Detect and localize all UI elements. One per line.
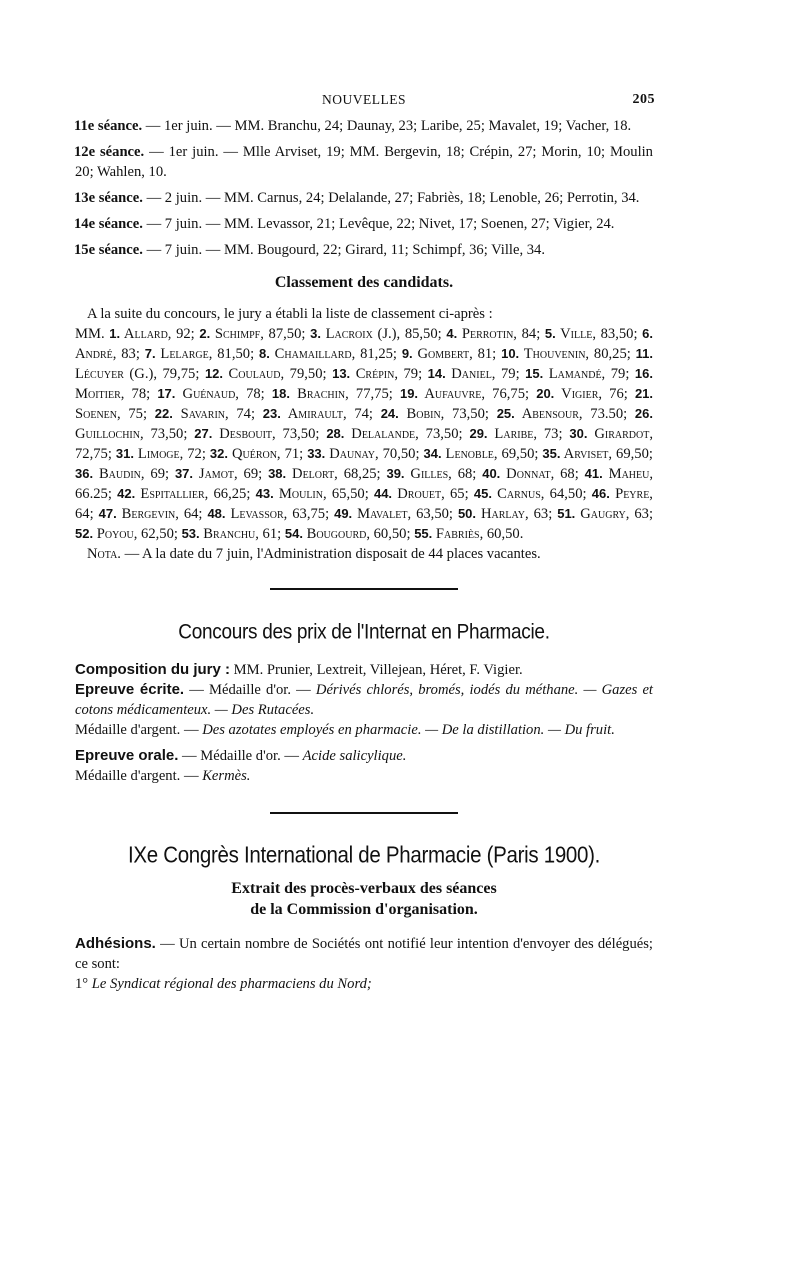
classement-prefix: MM. [75,326,110,342]
classement-rank: 20. [536,386,555,401]
classement-candidate: Allard, 92; [120,326,195,342]
classement-candidate: Levassor, 63,75; [225,506,330,522]
epreuve-ecrite-argent-subjects: Des azotates employés en pharmacie. — De la distillation. — Du fruit. [202,722,615,738]
classement-candidate: Desbouit, 73,50; [212,426,320,442]
classement-candidate: Poyou, 62,50; [93,526,178,542]
classement-candidate: Brachin, 77,75; [289,386,393,402]
classement-candidate: Baudin, 69; [93,466,170,482]
classement-candidate: Coulaud, 79,50; [223,366,327,382]
classement-candidate: Lécuyer (G.), 79,75; [75,366,200,382]
classement-candidate: Ville, 83,50; [555,326,638,342]
classement-candidate: Thouvenin, 80,25; [519,346,631,362]
classement-entry [381,406,489,422]
seances-list [75,116,653,260]
classement-candidate: Espitallier, 66,25; [135,486,251,502]
congres-heading: IXe Congrès International de Pharmacie (Paris 1900). [127,842,601,869]
seance-label: 12e séance. [74,144,145,160]
seance-names: — MM. Carnus, 24; Delalande, 27; Fabriès, 18; Lenoble, 26; Perrotin, 34. [205,190,640,206]
classement-candidate: Donnat, 68; [500,466,579,482]
classement-rank: 46. [591,486,610,501]
classement-candidate: Vigier, 76; [554,386,628,402]
classement-entry [469,426,562,442]
classement-rank: 12. [204,366,224,381]
seance-names: — MM. Branchu, 24; Daunay, 23; Laribe, 25; Mavalet, 19; Vacher, 18. [216,118,632,134]
classement-candidate: Savarin, 74; [172,406,256,422]
classement-candidate: Mavalet, 63,50; [352,506,453,522]
congres-subheading-line-2: de la Commission d'organisation. [250,901,478,918]
classement-rank: 27. [194,426,213,441]
classement-entry [307,446,419,462]
classement-entry [482,466,579,482]
classement-rank: 22. [154,406,173,421]
classement-candidate: Schimpf, 87,50; [210,326,306,342]
classement-entry [332,366,422,382]
classement-candidate: Perrotin, 84; [457,326,541,342]
adhesion-item-text: Le Syndicat régional des pharmaciens du Nord; [91,976,372,992]
seance-entry: 11e séance. — 1er juin. — MM. Branchu, 24; Daunay, 23; Laribe, 25; Mavalet, 19; Vacher, 18. [74,118,632,134]
classement-rank: 19. [399,386,419,401]
classement-candidate: Branchu, 61; [199,526,282,542]
classement-entry [402,346,496,362]
classement-entry [117,486,250,502]
classement-rank: 28. [326,426,345,441]
classement-candidate: Soenen, 75; [75,406,148,422]
classement-rank: 15. [525,366,544,381]
classement-entry [386,466,476,482]
classement-rank: 9. [401,346,413,361]
classement-candidate: Lamandé, 79; [543,366,630,382]
classement-rank: 32. [209,446,228,461]
classement-rank: 41. [584,466,603,481]
classement-rank: 53. [181,526,200,541]
classement-entry [334,506,453,522]
classement-candidate: Peyre, 64; [75,486,653,522]
section-divider [270,812,458,814]
classement-candidate: Lenoble, 69,50; [441,446,539,462]
classement-heading: Classement des candidats. [274,274,454,291]
seance-entry: 14e séance. — 7 juin. — MM. Levassor, 21; Levêque, 22; Nivet, 17; Soenen, 27; Vigier, 24. [74,216,615,232]
classement-entry [210,446,303,462]
jury-paragraph [75,660,653,680]
classement-entry [263,406,373,422]
epreuve-ecrite-label: Epreuve écrite. [75,681,185,698]
nota-label: Nota. [87,546,121,562]
classement-entry [424,446,539,462]
classement-entry [497,406,627,422]
classement-candidate: Gaugry, 63; [575,506,654,522]
classement-rank: 48. [207,506,226,521]
classement-entry [272,386,393,402]
classement-entry [157,386,264,402]
classement-rank: 14. [427,366,446,381]
classement-entry [536,386,628,402]
classement-entry [545,326,638,342]
classement-entry [207,506,329,522]
classement-entry [259,346,397,362]
classement-rank: 39. [386,466,405,481]
seance-label: 11e séance. [74,118,143,134]
classement-rank: 33. [307,446,326,461]
seance-entry: 15e séance. — 7 juin. — MM. Bougourd, 22; Girard, 11; Schimpf, 36; Ville, 34. [74,242,545,258]
classement-candidate: Abensour, 73.50; [514,406,628,422]
classement-rank: 54. [284,526,303,541]
classement-intro: A la suite du concours, le jury a établi la liste de classement ci-après : [87,306,493,322]
page [75,88,653,994]
page-number: 205 [632,92,655,107]
classement-entry [557,506,653,522]
classement-candidate: Girardot, 72,75; [75,426,654,462]
classement-rank: 24. [380,406,399,421]
classement-candidate: Harlay, 63; [476,506,553,522]
classement-candidate: Laribe, 73; [487,426,563,442]
classement-rank: 51. [557,506,576,521]
jury-label: Composition du jury : [75,661,230,678]
classement-entry [542,446,653,462]
classement-rank: 1. [109,326,121,341]
classement-rank: 36. [75,466,94,481]
classement-entry [182,526,282,542]
epreuve-orale-or-subject: Acide salicylique. [302,748,407,764]
adhesions-paragraph [75,934,653,974]
classement-candidate: Lacroix (J.), 85,50; [320,326,442,342]
epreuve-ecrite-or-subjects: Dérivés chlorés, bromés, iodés du méthane. — Gazes et cotons médicamenteux. — Des Rutacées. [75,682,653,718]
classement-candidate: Jamot, 69; [193,466,263,482]
classement-candidate: Daunay, 70,50; [325,446,420,462]
classement-rank: 18. [271,386,290,401]
classement-candidate: Gilles, 68; [404,466,477,482]
classement-candidate: Guénaud, 78; [175,386,265,402]
classement-entry [99,506,203,522]
epreuve-orale-argent: Médaille d'argent. — Kermès. [75,768,251,784]
classement-candidate: Amirault, 74; [280,406,373,422]
classement-rank: 5. [544,326,556,341]
classement-rank: 44. [373,486,393,501]
classement-candidate: Delort, 68,25; [286,466,381,482]
classement-candidate: Quéron, 71; [227,446,304,462]
classement-entry [145,346,254,362]
classement-candidate: Chamaillard, 81,25; [269,346,397,362]
adhesion-item [75,974,653,994]
section-divider [270,588,458,590]
classement-entry [175,466,262,482]
classement-entry [205,366,327,382]
classement-entry [428,366,520,382]
classement-entry [400,386,529,402]
classement-rank: 3. [310,326,321,341]
classement-rank: 25. [496,406,515,421]
seance-names: — MM. Bougourd, 22; Girard, 11; Schimpf, 36; Ville, 34. [205,242,545,258]
classement-rank: 7. [144,346,156,361]
classement-rank: 4. [446,326,458,341]
classement-rank: 30. [569,426,588,441]
classement-entry [268,466,381,482]
classement-candidate: Aufauvre, 76,75; [418,386,530,402]
classement-rank: 37. [174,466,194,481]
classement-entry [326,426,462,442]
classement-candidate: Maheu, 66.25; [75,466,653,502]
running-title: NOUVELLES [322,92,406,107]
classement-candidate: Fabriès, 60,50. [432,526,524,542]
epreuve-orale-label: Epreuve orale. [75,747,179,764]
classement-rank: 55. [414,526,433,541]
classement-entry [199,326,305,342]
classement-rank: 17. [157,386,176,401]
classement-candidate: Daniel, 79; [445,366,520,382]
classement-entry [155,406,255,422]
classement-rank: 34. [423,446,442,461]
seance-label: 14e séance. [74,216,143,232]
classement-rank: 6. [642,326,654,341]
classement-candidate: Limoge, 72; [133,446,206,462]
classement-entry [474,486,587,502]
classement-candidate: Arviset, 69,50; [560,446,653,462]
classement-rank: 26. [634,406,653,421]
epreuve-ecrite-argent: Médaille d'argent. — Des azotates employés en pharmacie. — De la distillation. — Du fruit. [75,722,615,738]
epreuve-orale: Epreuve orale. — Médaille d'or. — Acide salicylique. [75,747,407,764]
classement-entry [116,446,206,462]
classement-rank: 13. [332,366,351,381]
classement-rank: 31. [115,446,134,461]
classement-entry [75,466,169,482]
classement-entry [256,486,369,502]
classement-candidate: Carnus, 64,50; [491,486,587,502]
seance-names: — MM. Levassor, 21; Levêque, 22; Nivet, 17; Soenen, 27; Vigier, 24. [205,216,615,232]
seance-names: — Mlle Arviset, 19; MM. Bergevin, 18; Crépin, 27; Morin, 10; Moulin 20; Wahlen, 10. [75,144,653,180]
nota-text: — A la date du 7 juin, l'Administration disposait de 44 places vacantes. [124,546,541,562]
classement-rank: 10. [501,346,520,361]
classement-rank: 42. [117,486,136,501]
classement-rank: 29. [469,426,488,441]
classement-rank: 35. [542,446,561,461]
classement-candidate: Crépin, 79; [350,366,423,382]
classement-rank: 16. [634,366,653,381]
jury-names: MM. Prunier, Lextreit, Villejean, Héret, F. Vigier. [233,662,523,678]
adhesions-text: — Un certain nombre de Sociétés ont notifié leur intention d'envoyer des délégués; ce sont: [75,936,653,972]
classement-candidate: Bergevin, 64; [116,506,203,522]
classement-entry [285,526,411,542]
adhesion-item-number: 1° [75,976,89,992]
epreuve-ecrite: Epreuve écrite. — Médaille d'or. — Dérivés chlorés, bromés, iodés du méthane. — Gazes et cotons médicamenteux. — Des Rutacées. [75,681,653,718]
classement-entry [458,506,552,522]
classement-candidate: Guillochin, 73,50; [75,426,188,442]
classement-candidate: Moulin, 65,50; [273,486,369,502]
classement-rank: 49. [334,506,353,521]
seance-entry: 13e séance. — 2 juin. — MM. Carnus, 24; Delalande, 27; Fabriès, 18; Lenoble, 26; Perrotin, 34. [74,190,640,206]
congres-subheading [75,878,653,920]
classement-candidate: André, 83; [75,346,140,362]
classement-rank: 43. [255,486,274,501]
classement-entry [501,346,631,362]
running-header [75,88,653,112]
prix-heading: Concours des prix de l'Internat en Pharmacie. [178,620,550,645]
classement-rank: 8. [258,346,270,361]
classement-rank: 2. [199,326,211,341]
classement-rank: 45. [473,486,492,501]
seance-entry: 12e séance. — 1er juin. — Mlle Arviset, 19; MM. Bergevin, 18; Crépin, 27; Morin, 10; Moulin 20; Wahlen, 10. [74,144,653,180]
classement-rank: 21. [634,386,654,401]
adhesions-label: Adhésions. [75,935,156,952]
seance-label: 15e séance. [74,242,143,258]
classement-entry [75,526,178,542]
congres-subheading-line-1: Extrait des procès-verbaux des séances [231,880,497,897]
classement-entry [109,326,195,342]
classement-entry [194,426,319,442]
classement-rank: 23. [262,406,281,421]
classement-rank: 11. [635,346,653,361]
classement-entry [374,486,469,502]
epreuve-orale-argent-subject: Kermès. [202,768,251,784]
seance-label: 13e séance. [74,190,143,206]
classement-candidate: Drouet, 65; [392,486,469,502]
classement-candidate: Bougourd, 60,50; [302,526,411,542]
classement-candidate: Moitier, 78; [75,386,151,402]
classement-candidate: Lelarge, 81,50; [155,346,255,362]
classement-rank: 50. [457,506,477,521]
classement-list [75,324,653,544]
classement-entry [525,366,629,382]
classement-candidate: Delalande, 73,50; [344,426,463,442]
classement-entry [446,326,540,342]
classement-candidate: Bobin, 73,50; [398,406,489,422]
classement-rank: 47. [98,506,117,521]
classement-candidate: Gombert, 81; [412,346,497,362]
classement-entry [414,526,523,542]
classement-rank: 38. [268,466,287,481]
nota-paragraph [75,544,653,564]
classement-rank: 52. [75,526,94,541]
classement-entry [310,326,442,342]
classement-rank: 40. [482,466,501,481]
